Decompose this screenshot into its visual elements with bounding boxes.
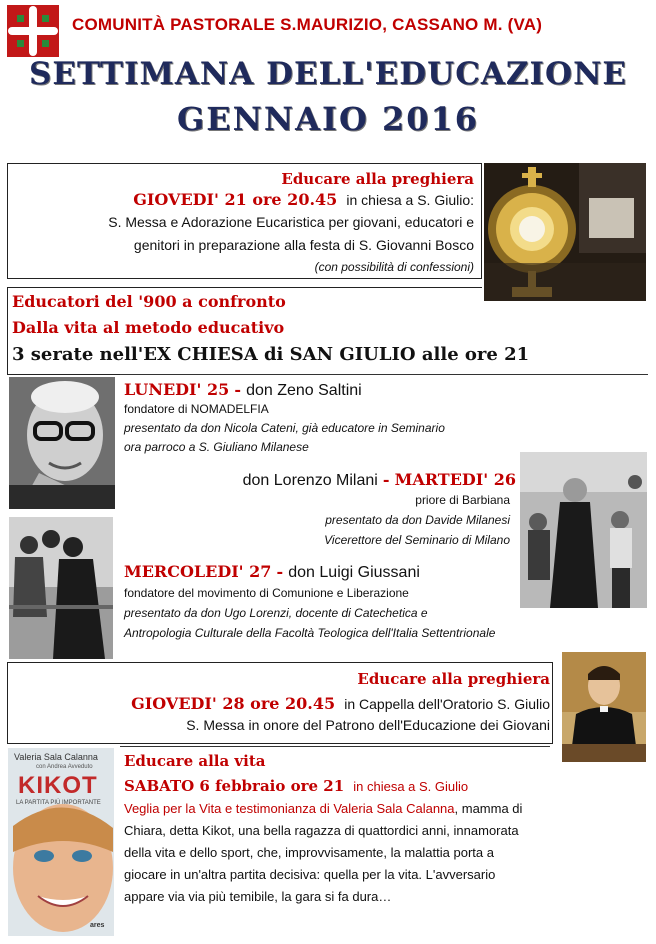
series-subtitle-part2: EX CHIESA di SAN GIULIO: [143, 344, 416, 365]
series-subtitle: [12, 344, 529, 365]
event3-where: in chiesa a S. Giulio: [353, 779, 469, 794]
book-coauthor: con Andrea Avveduto: [36, 764, 93, 770]
event2-where: in Cappella dell'Oratorio S. Giulio: [344, 696, 550, 712]
event3-text-line1: [124, 801, 522, 816]
book-publisher: ares: [90, 922, 105, 929]
night2-day: MARTEDI' 26: [394, 470, 516, 489]
event3-lead: Veglia per la Vita e testimonianza di Valeria Sala Calanna: [124, 801, 455, 816]
night1-dash: -: [234, 380, 241, 399]
event2-line1: S. Messa in onore del Patrono dell'Educazione dei Giovani: [186, 717, 550, 733]
book-author: Valeria Sala Calanna: [14, 752, 98, 762]
night1-presenter1: presentato da don Nicola Cateni, già educatore in Seminario: [124, 421, 445, 435]
zeno-saltini-photo: [9, 377, 115, 509]
event2-when: GIOVEDI' 28 ore 20.45: [131, 694, 336, 713]
series-subtitle-part3: alle ore 21: [421, 344, 530, 365]
event3-when-line: [124, 776, 468, 795]
event2-heading: Educare alla preghiera: [357, 670, 550, 688]
night2-name: don Lorenzo Milani: [242, 472, 378, 489]
night3-headline: [124, 562, 420, 582]
night3-dash: -: [276, 562, 284, 581]
series-subtitle-part1: 3 serate nell': [12, 344, 144, 365]
event1-where: in chiesa a S. Giulio:: [346, 192, 474, 208]
night2-dash: -: [382, 470, 390, 489]
don-bosco-photo: [562, 652, 646, 762]
event1-line1: S. Messa e Adorazione Eucaristica per giovani, educatori e: [108, 214, 474, 230]
page-title-line2: GENNAIO 2016: [176, 100, 480, 138]
divider-bottom: [120, 746, 550, 747]
night1-role: fondatore di NOMADELFIA: [124, 402, 269, 416]
logo: [7, 5, 59, 57]
event1-heading: Educare alla preghiera: [281, 170, 474, 188]
night2-presenter2: Vicerettore del Seminario di Milano: [324, 533, 510, 547]
series-title1: Educatori del '900 a confronto: [12, 292, 286, 311]
event3-text-line4: giocare in un'altra partita decisiva: quella per la vita. L'avversario: [124, 867, 496, 882]
night1-headline: [124, 380, 362, 400]
night1-presenter2: ora parroco a S. Giuliano Milanese: [124, 440, 309, 454]
monstrance-photo: [484, 163, 646, 301]
event1-when-line: [133, 190, 474, 209]
luigi-giussani-photo: [9, 517, 113, 659]
lorenzo-milani-photo: [520, 452, 647, 608]
night3-name: don Luigi Giussani: [288, 564, 420, 581]
org-name: COMUNITÀ PASTORALE S.MAURIZIO, CASSANO M. (VA): [72, 15, 543, 34]
event2-when-line: [131, 694, 550, 713]
night3-presenter2: Antropologia Culturale della Facoltà Teologica dell'Italia Settentrionale: [124, 626, 496, 640]
book-title: KIKOT: [18, 772, 98, 799]
night3-role: fondatore del movimento di Comunione e Liberazione: [124, 586, 409, 600]
event1-when: GIOVEDI' 21 ore 20.45: [133, 190, 338, 209]
event1-note: (con possibilità di confessioni): [314, 260, 474, 274]
night3-presenter1: presentato da don Ugo Lorenzi, docente di Catechetica e: [124, 606, 428, 620]
book-subtitle: LA PARTITA PIÙ IMPORTANTE: [16, 800, 101, 806]
event3-when: SABATO 6 febbraio ore 21: [124, 777, 345, 795]
event3-heading: Educare alla vita: [124, 752, 266, 770]
night2-presenter1: presentato da don Davide Milanesi: [325, 513, 510, 527]
page-title-line1: SETTIMANA DELL'EDUCAZIONE: [28, 56, 628, 92]
night1-day: LUNEDI' 25: [124, 380, 230, 399]
event3-text-line5: appare via via più temibile, la gara si fa dura…: [124, 889, 392, 904]
cross-emblem-icon: [7, 5, 59, 57]
night1-name: don Zeno Saltini: [246, 382, 362, 399]
divider: [120, 374, 648, 375]
night3-day: MERCOLEDI' 27: [124, 562, 272, 581]
series-title2: Dalla vita al metodo educativo: [12, 318, 285, 337]
event1-line2: genitori in preparazione alla festa di S. Giovanni Bosco: [133, 237, 474, 253]
night2-role: priore di Barbiana: [415, 493, 510, 507]
event3-text-line3: della vita e dello sport, che, improvvisamente, la malattia porta a: [124, 845, 494, 860]
night2-headline: [243, 470, 516, 490]
kikot-book-cover: [8, 748, 114, 936]
event3-text1: , mamma di: [454, 801, 523, 816]
event3-text-line2: Chiara, detta Kikot, una bella ragazza di quattordici anni, innamorata: [124, 823, 519, 838]
